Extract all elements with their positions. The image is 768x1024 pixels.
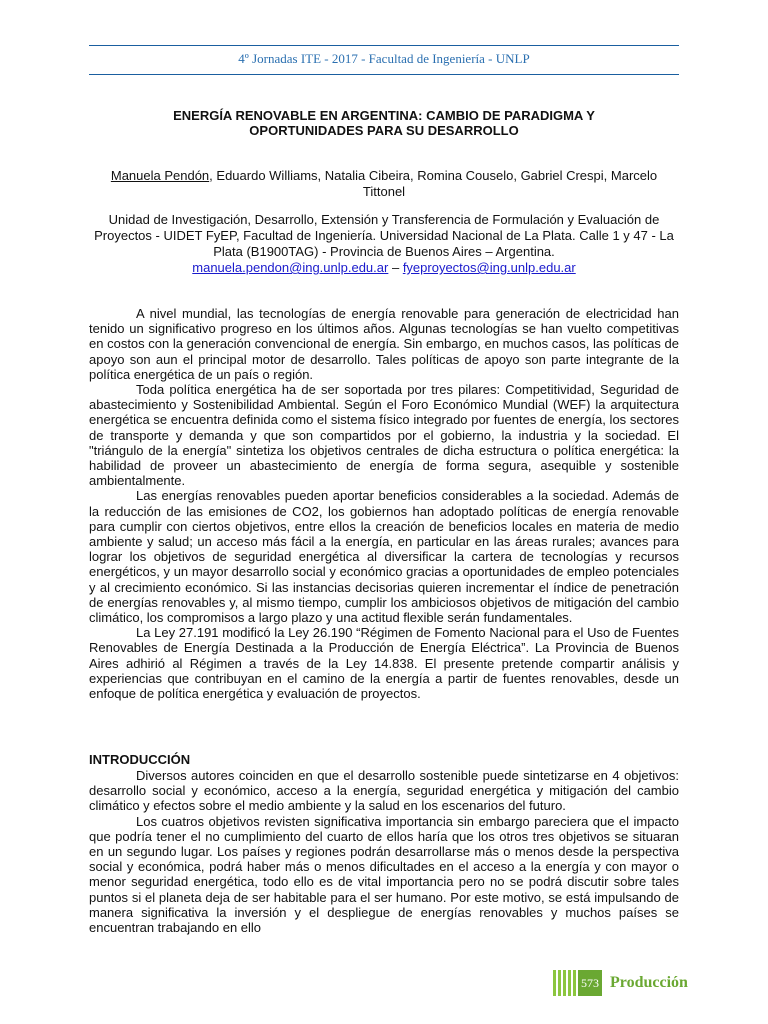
- section-heading: INTRODUCCIÓN: [89, 752, 191, 767]
- abstract: [89, 306, 679, 701]
- email-link-1[interactable]: manuela.pendon@ing.unlp.edu.ar: [192, 260, 389, 275]
- email-separator: –: [388, 260, 403, 275]
- authors: [100, 168, 668, 200]
- header-rule-bottom: [89, 74, 679, 75]
- page-number: 573: [578, 970, 602, 996]
- first-author: Manuela Pendón: [110, 168, 210, 183]
- abstract-paragraph: A nivel mundial, las tecnologías de energía renovable para generación de electricidad han tenido un significativo progreso en los últimos años. Algunas tecnologías se han vuelto competitivas en costos con la generación convencional de energía. Sin embargo, en muchos casos, las políticas de apoyo son aun el principal motor de desarrollo. Tales políticas de apoyo son parte integrante de la política energética de un país o región.: [89, 306, 679, 382]
- body-paragraph: Diversos autores coinciden en que el desarrollo sostenible puede sintetizarse en 4 objetivos: desarrollo social y económico, acceso a la energía, seguridad energética y mitigación del cambio climático y efectos sobre el medio ambiente y la salud en los escenarios del futuro.: [89, 768, 679, 814]
- email-link-2[interactable]: fyeproyectos@ing.unlp.edu.ar: [402, 260, 576, 275]
- abstract-paragraph: Las energías renovables pueden aportar beneficios considerables a la sociedad. Además de la reducción de las emisiones de CO2, los gobiernos han adoptado políticas de energía renovable para cumplir con ciertos objetivos, entre ellos la creación de beneficios locales en materia de medio ambiente y salud; un acceso más fácil a la energía, en particular en las áreas rurales; avances para lograr los objetivos de seguridad energética al diversificar la cartera de tecnologías y recursos energéticos, y un mayor desarrollo social y económico gracias a oportunidades de empleo potenciales y al crecimiento económico. Si las instancias decisorias quieren incrementar el índice de penetración de energías renovables y, al mismo tiempo, cumplir los ambiciosos objetivos de mitigación del cambio climático, los compromisos a largo plazo y una actitud flexible serán fundamentales.: [89, 488, 679, 626]
- footer-bars-decoration: [553, 970, 578, 996]
- header-rule-top: [89, 45, 679, 46]
- affiliation-block: [89, 212, 679, 276]
- section-introduccion: [89, 752, 679, 935]
- page-footer: [553, 970, 688, 996]
- paper-title: ENERGÍA RENOVABLE EN ARGENTINA: CAMBIO DE PARADIGMA Y OPORTUNIDADES PARA SU DESARROLLO: [173, 108, 595, 138]
- header-title: 4º Jornadas ITE - 2017 - Facultad de Ingeniería - UNLP: [238, 51, 530, 66]
- abstract-paragraph: Toda política energética ha de ser soportada por tres pilares: Competitividad, Seguridad de abastecimiento y Sostenibilidad Ambiental. Según el Foro Económico Mundial (WEF) la arquitectura energética se encuentra definida como el sistema físico integrado por fuentes de energía, los sectores de transporte y demanda y que son compartidos por el gobierno, la industria y la sociedad. El "triángulo de la energía" sintetiza los objetivos centrales de dicha estructura o política energética: la habilidad de proveer un abastecimiento de energía de forma segura, asequible y sostenible ambientalmente.: [89, 382, 679, 489]
- footer-section-label: Producción: [610, 974, 688, 991]
- abstract-paragraph: La Ley 27.191 modificó la Ley 26.190 “Régimen de Fomento Nacional para el Uso de Fuentes Renovables de Energía Destinada a la Producción de Energía Eléctrica”. La Provincia de Buenos Aires adhirió al Régimen a través de la Ley 14.838. El presente pretende compartir análisis y experiencias que contribuyan en el camino de la energía a partir de fuentes renovables, desde un enfoque de política energética y evaluación de proyectos.: [89, 625, 679, 702]
- affiliation: Unidad de Investigación, Desarrollo, Extensión y Transferencia de Formulación y Evaluación de Proyectos - UIDET FyEP, Facultad de Ingeniería. Universidad Nacional de La Plata. Calle 1 y 47 - La Plata (B1900TAG) - Provincia de Buenos Aires – Argentina.: [94, 212, 674, 259]
- other-authors: , Eduardo Williams, Natalia Cibeira, Romina Couselo, Gabriel Crespi, Marcelo Tittonel: [209, 168, 658, 199]
- body-paragraph: Los cuatros objetivos revisten significativa importancia sin embargo pareciera que el impacto que podría tener el no cumplimiento del cuarto de ellos haría que los otros tres objetivos se situaran en un segundo lugar. Los países y regiones podrán desarrollarse más o menos desde la perspectiva social y económica, podrá haber más o menos dificultades en el acceso a la energía y con mayor o menor seguridad energética, todo ello es de vital importancia pero no se podrá discutir sobre tales puntos si el planeta deja de ser habitable para el ser humano. Por este motivo, se está impulsando de manera significativa la inversión y el despliegue de energías renovables y muchos países se encuentran trabajando en ello: [89, 813, 679, 936]
